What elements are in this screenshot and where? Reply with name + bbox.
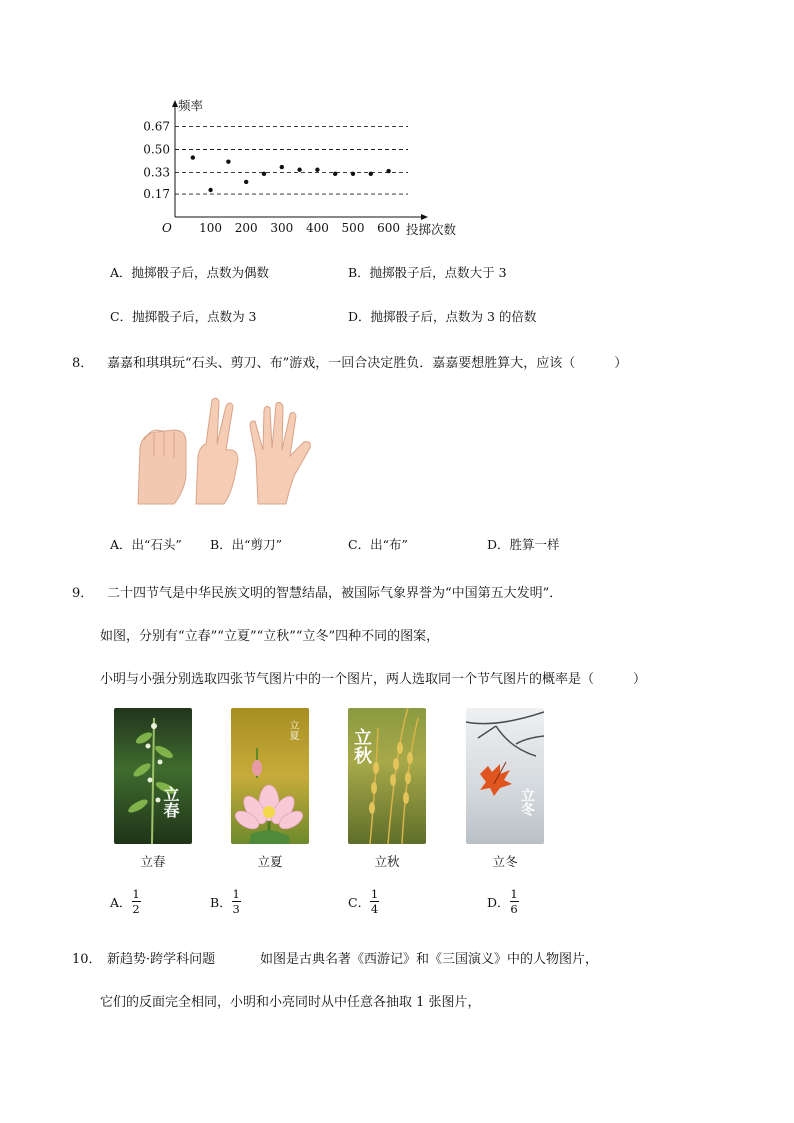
q9-option-b[interactable] xyxy=(210,888,241,915)
q7-option-c[interactable]: C．抛掷骰子后，点数为 3 xyxy=(110,309,257,324)
data-point xyxy=(386,169,390,173)
data-point xyxy=(297,168,301,172)
fraction xyxy=(510,888,519,915)
fraction xyxy=(232,888,241,915)
q7-option-b[interactable]: B．抛掷骰子后，点数大于 3 xyxy=(348,265,507,280)
summer-caption: 立夏 xyxy=(257,854,283,869)
q10-line-2: 它们的反面完全相同，小明和小亮同时从中任意各抽取 1 张图片， xyxy=(100,995,481,1010)
q10-number: 10． xyxy=(72,952,102,967)
denominator: 2 xyxy=(132,902,140,917)
data-point xyxy=(226,159,230,163)
q9-number: 9． xyxy=(72,586,94,601)
q7-option-d[interactable]: D．抛掷骰子后，点数为 3 的倍数 xyxy=(348,309,537,324)
spring-plant-icon xyxy=(114,708,192,844)
red-leaf-icon xyxy=(466,708,544,844)
spring-overlay-text: 立春 xyxy=(161,786,180,818)
q8-question-text: 嘉嘉和琪琪玩“石头、剪刀、布”游戏，一回合决定胜负．嘉嘉要想胜算大，应该（ ） xyxy=(107,356,628,371)
data-point xyxy=(369,172,373,176)
y-tick-label: 0.67 xyxy=(143,119,170,134)
x-tick-label: 200 xyxy=(234,221,258,235)
q8-option-a[interactable]: A．出“石头” xyxy=(110,537,182,552)
data-point xyxy=(315,168,319,172)
option-letter: C． xyxy=(348,894,371,910)
autumn-card-image xyxy=(348,708,426,844)
data-point xyxy=(244,180,248,184)
winter-caption: 立冬 xyxy=(492,854,518,869)
data-point xyxy=(333,172,337,176)
q9-option-a[interactable] xyxy=(110,888,141,915)
x-axis-arrow-icon xyxy=(421,214,428,220)
q10-line-1: 如图是古典名著《西游记》和《三国演义》中的人物图片， xyxy=(260,952,599,967)
origin-label: O xyxy=(162,221,172,235)
numerator: 1 xyxy=(132,887,140,901)
denominator: 4 xyxy=(370,902,379,917)
data-point xyxy=(351,172,355,176)
x-tick-label: 400 xyxy=(305,221,329,235)
autumn-overlay-text: 立秋 xyxy=(351,728,372,764)
q9-line-3: 小明与小强分别选取四张节气图片中的一个图片，两人选取同一个节气图片的概率是（ ） xyxy=(100,672,647,687)
y-tick-label: 0.50 xyxy=(143,142,170,157)
q8-option-b[interactable]: B．出“剪刀” xyxy=(210,537,282,552)
paper-hand-icon xyxy=(250,402,310,504)
q9-option-c[interactable] xyxy=(348,888,379,915)
data-point xyxy=(191,155,195,159)
q7-option-a[interactable]: A．抛掷骰子后，点数为偶数 xyxy=(110,265,270,280)
q8-option-d[interactable]: D．胜算一样 xyxy=(487,537,560,552)
q8-number: 8． xyxy=(72,356,94,371)
y-tick-label: 0.33 xyxy=(143,165,170,180)
fraction xyxy=(132,888,141,915)
summer-card-image xyxy=(231,708,309,844)
data-point xyxy=(280,165,284,169)
q10-tag: 新趋势·跨学科问题 xyxy=(107,952,216,967)
autumn-caption: 立秋 xyxy=(374,854,400,869)
x-tick-label: 100 xyxy=(199,221,223,235)
scissors-hand-icon xyxy=(196,398,238,504)
y-tick-label: 0.17 xyxy=(143,187,170,202)
x-axis-label: 投掷次数 xyxy=(406,222,457,237)
hand-gestures-image xyxy=(134,396,324,508)
x-tick-label: 500 xyxy=(341,221,365,235)
winter-card-image xyxy=(466,708,544,844)
data-point xyxy=(262,172,266,176)
y-axis-label: 频率 xyxy=(178,98,204,113)
denominator: 3 xyxy=(232,902,240,917)
frequency-scatter-chart xyxy=(140,95,470,240)
q9-line-1: 二十四节气是中华民族文明的智慧结晶，被国际气象界誉为“中国第五大发明”． xyxy=(107,586,563,601)
spring-caption: 立春 xyxy=(140,854,166,869)
numerator: 1 xyxy=(510,887,518,901)
q9-option-d[interactable] xyxy=(487,888,519,915)
numerator: 1 xyxy=(370,887,379,901)
option-letter: D． xyxy=(487,894,510,910)
option-letter: A． xyxy=(110,894,132,910)
q9-line-2: 如图，分别有“立春”“立夏”“立秋”“立冬”四种不同的图案， xyxy=(100,629,440,644)
x-tick-label: 300 xyxy=(270,221,294,235)
numerator: 1 xyxy=(232,887,240,901)
summer-overlay-text: 立夏 xyxy=(287,720,298,740)
x-tick-label: 600 xyxy=(377,221,401,235)
data-point xyxy=(208,188,212,192)
rock-fist-icon xyxy=(138,430,186,504)
fraction xyxy=(370,888,379,915)
q8-option-c[interactable]: C．出“布” xyxy=(348,537,408,552)
winter-overlay-text: 立冬 xyxy=(519,788,535,816)
spring-card-image xyxy=(114,708,192,844)
denominator: 6 xyxy=(510,902,518,917)
option-letter: B． xyxy=(210,894,232,910)
